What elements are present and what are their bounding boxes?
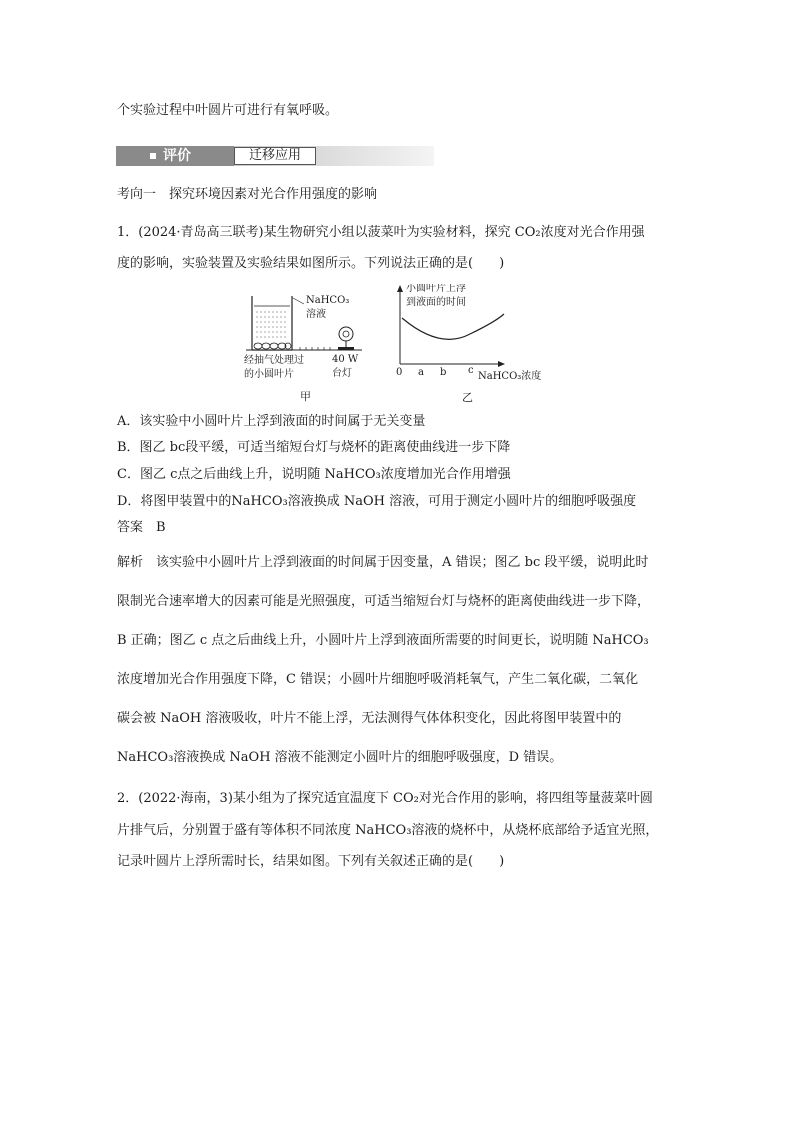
graph-y-label-2: 到液面的时间	[406, 297, 466, 308]
disc-label-1: 经抽气处理过	[244, 355, 304, 366]
q1-analysis-line-6: NaHCO₃溶液换成 NaOH 溶液不能测定小圆叶片的细胞呼吸强度，D 错误。	[117, 750, 563, 765]
disc-label-2: 的小圆叶片	[244, 369, 294, 380]
q1-option-b: B．图乙 bc段平缓，可适当缩短台灯与烧杯的距离使曲线进一步下降	[117, 440, 511, 455]
intro-line: 个实验过程中叶圆片可进行有氧呼吸。	[117, 103, 339, 118]
lamp-label-2: 台灯	[332, 368, 352, 379]
beaker-label-2: 溶液	[306, 309, 326, 320]
panel-a-caption: 甲	[300, 390, 311, 403]
graph-x-label: NaHCO₃浓度	[478, 371, 542, 382]
banner-title: 评价	[163, 148, 191, 164]
q1-option-c: C．图乙 c点之后曲线上升，说明随 NaHCO₃浓度增加光合作用增强	[117, 467, 511, 482]
graph-curve	[402, 314, 504, 339]
experiment-figure	[240, 284, 560, 410]
graph-tick-b: b	[440, 367, 447, 378]
graph-origin: 0	[396, 367, 403, 378]
q1-line-1: 1．(2024·青岛高三联考)某生物研究小组以菠菜叶为实验材料，探究 CO₂浓度对光合作用强	[117, 225, 645, 240]
q1-analysis-line-2: 限制光合速率增大的因素可能是光照强度，可适当缩短台灯与烧杯的距离使曲线进一步下降，	[117, 594, 651, 609]
q2-line-3: 记录叶圆片上浮所需时长，结果如图。下列有关叙述正确的是( )	[117, 854, 505, 869]
square-bullet-icon	[150, 153, 156, 159]
q2-line-1: 2．(2022·海南，3)某小组为了探究适宜温度下 CO₂对光合作用的影响，将四组等量菠菜叶圆	[117, 791, 653, 806]
graph-tick-a: a	[418, 367, 424, 378]
lamp-icon	[338, 327, 354, 350]
beaker-label-1: NaHCO₃	[306, 295, 350, 306]
banner-tab: 迁移应用	[234, 147, 316, 165]
q1-option-d: D．将图甲装置中的NaHCO₃溶液换成 NaOH 溶液，可用于测定小圆叶片的细胞呼吸强度	[117, 494, 637, 509]
q1-analysis-line-3: B 正确；图乙 c 点之后曲线上升，小圆叶片上浮到液面所需要的时间更长，说明随 NaHCO₃	[117, 633, 649, 648]
q1-analysis-line-1: 解析 该实验中小圆叶片上浮到液面的时间属于因变量，A 错误；图乙 bc 段平缓，说明此时	[117, 555, 649, 570]
q1-option-a: A．该实验中小圆叶片上浮到液面的时间属于无关变量	[117, 414, 426, 429]
q1-line-2: 度的影响，实验装置及实验结果如图所示。下列说法正确的是( )	[117, 256, 505, 271]
section-title: 考向一 探究环境因素对光合作用强度的影响	[117, 187, 378, 202]
panel-b-caption: 乙	[462, 391, 473, 404]
figure-svg	[240, 284, 560, 406]
q1-answer: 答案 B	[117, 520, 166, 535]
graph-tick-c: c	[468, 365, 474, 376]
q1-analysis-line-5: 碳会被 NaOH 溶液吸收，叶片不能上浮，无法测得气体体积变化，因此将图甲装置中的	[117, 711, 622, 726]
beaker	[252, 296, 292, 350]
graph-y-label-1: 小圆叶片上浮	[406, 284, 466, 294]
q2-line-2: 片排气后，分别置于盛有等体积不同浓度 NaHCO₃溶液的烧杯中，从烧杯底部给予适宜光照，	[117, 823, 659, 838]
q1-analysis-line-4: 浓度增加光合作用强度下降，C 错误；小圆叶片细胞呼吸消耗氧气，产生二氧化碳，二氧化	[117, 672, 639, 687]
section-banner	[116, 146, 434, 166]
lamp-label-1: 40 W	[332, 354, 359, 365]
